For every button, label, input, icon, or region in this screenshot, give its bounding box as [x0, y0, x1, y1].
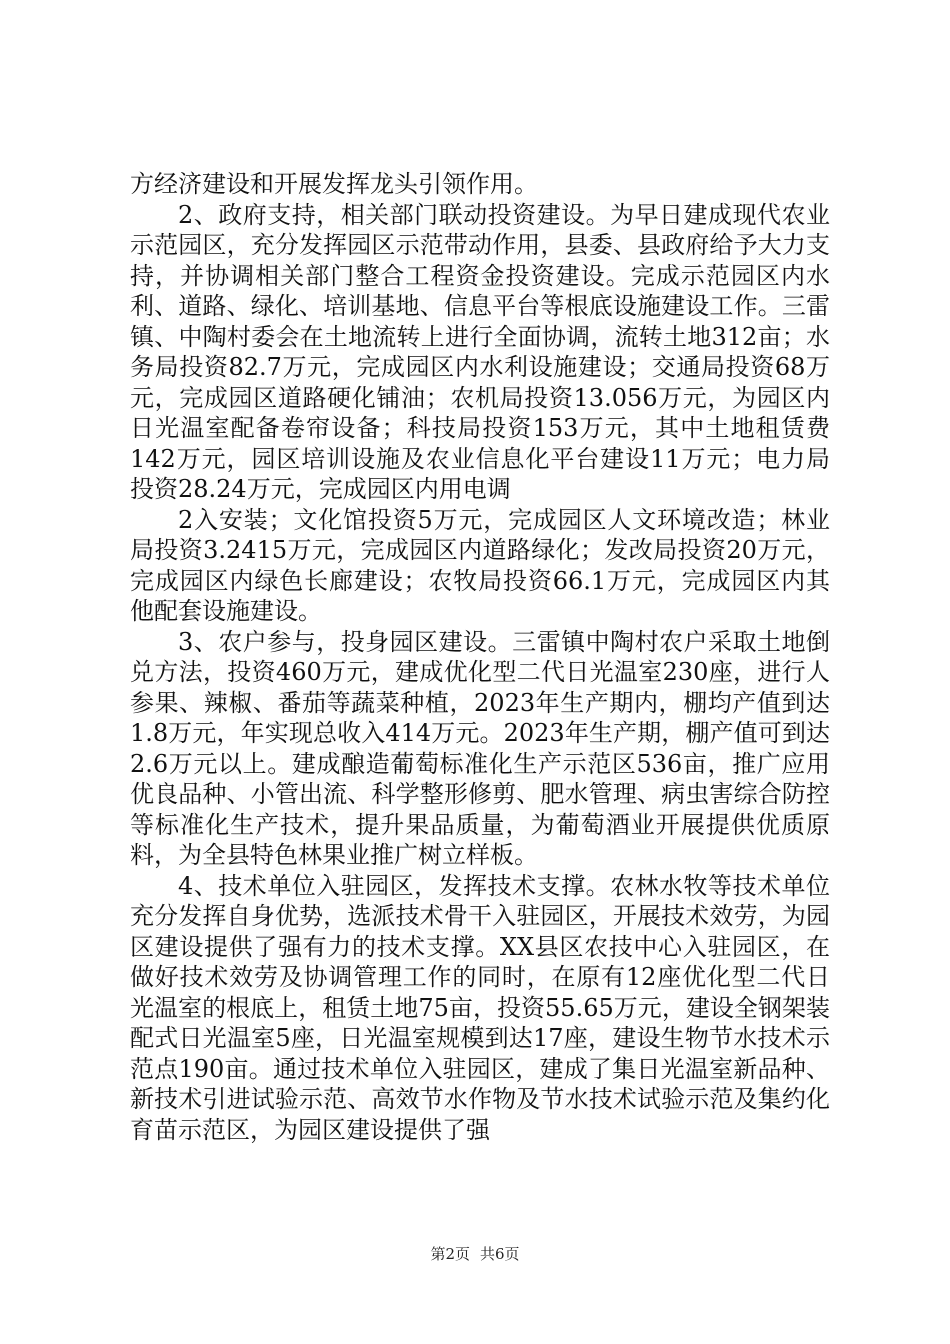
paragraph-farmer-participation: 3、农户参与，投身园区建设。三雷镇中陶村农户采取土地倒兑方法，投资460万元，建成优化型二代日光温室230座，进行人参果、辣椒、番茄等蔬菜种植，2023年生产期内，棚均产值到达1.8万元，年实现总收入414万元。2023年生产期，棚产值可到达2.6万元以上。建成酿造葡萄标准化生产示范区536亩，推广应用优良品种、小管出流、科学整形修剪、肥水管理、病虫害综合防控等标准化生产技术，提升果品质量，为葡萄酒业开展提供优质原料，为全县特色林果业推广树立样板。	[130, 627, 830, 869]
document-body	[130, 169, 830, 1145]
paragraph-continuation: 方经济建设和开展发挥龙头引领作用。	[130, 170, 538, 198]
page-footer	[0, 1243, 950, 1264]
page-total: 共6页	[480, 1245, 520, 1263]
paragraph-installation: 2入安装；文化馆投资5万元，完成园区人文环境改造；林业局投资3.2415万元，完成园区内道路绿化；发改局投资20万元，完成园区内绿色长廊建设；农牧局投资66.1万元，完成园区内其他配套设施建设。	[130, 505, 830, 625]
paragraph-government-support: 2、政府支持，相关部门联动投资建设。为早日建成现代农业示范园区，充分发挥园区示范带动作用，县委、县政府给予大力支持，并协调相关部门整合工程资金投资建设。完成示范园区内水利、道路、绿化、培训基地、信息平台等根底设施建设工作。三雷镇、中陶村委会在土地流转上进行全面协调，流转土地312亩；水务局投资82.7万元，完成园区内水利设施建设；交通局投资68万元，完成园区道路硬化铺油；农机局投资13.056万元，为园区内日光温室配备卷帘设备；科技局投资153万元，其中土地租赁费142万元，园区培训设施及农业信息化平台建设11万元；电力局投资28.24万元，完成园区内用电调	[130, 200, 830, 503]
page-number: 第2页	[430, 1245, 470, 1263]
paragraph-technical-units: 4、技术单位入驻园区，发挥技术支撑。农林水牧等技术单位充分发挥自身优势，选派技术骨干入驻园区，开展技术效劳，为园区建设提供了强有力的技术支撑。XX县区农技中心入驻园区，在做好技术效劳及协调管理工作的同时，在原有12座优化型二代日光温室的根底上，租赁土地75亩，投资55.65万元，建设全钢架装配式日光温室5座，日光温室规模到达17座，建设生物节水技术示范点190亩。通过技术单位入驻园区，建成了集日光温室新品种、新技术引进试验示范、高效节水作物及节水技术试验示范及集约化育苗示范区，为园区建设提供了强	[130, 871, 830, 1144]
